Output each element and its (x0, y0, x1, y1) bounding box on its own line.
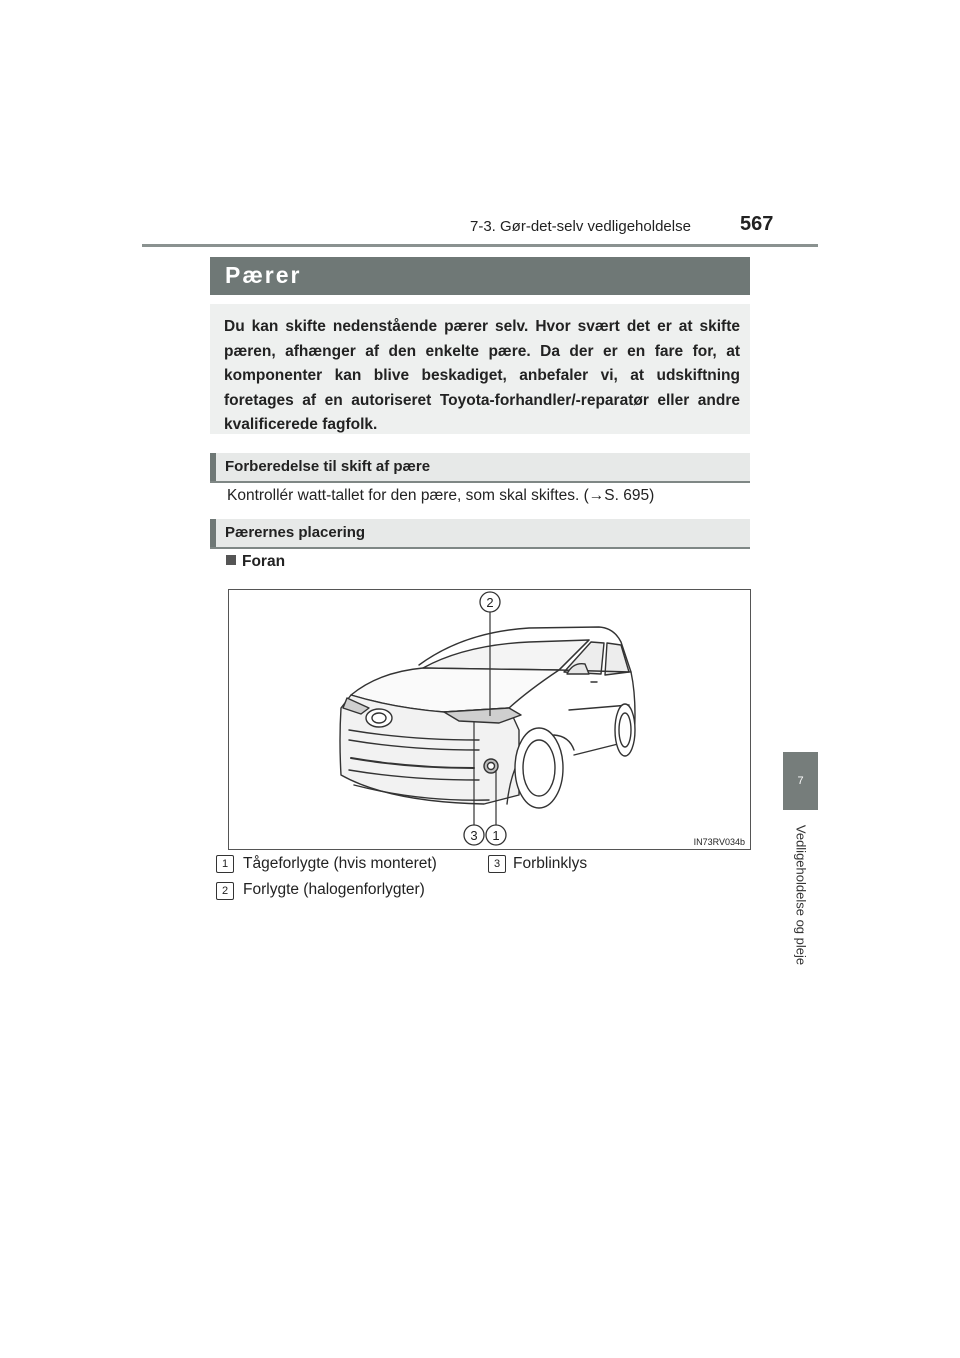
callout-2-label: 2 (486, 595, 494, 610)
callout-3-label: 3 (470, 828, 478, 843)
callout-1-label: 1 (492, 828, 500, 843)
figure-code: IN73RV034b (693, 837, 745, 847)
legend-number-1: 1 (216, 855, 234, 873)
car-front-illustration (228, 589, 751, 850)
chapter-tab[interactable]: 7 (783, 752, 818, 810)
header-section-title: 7-3. Gør-det-selv vedligeholdelse (470, 218, 691, 235)
intro-text: Du kan skifte nedenstående pærer selv. Hvor svært det er at skifte pæren, afhænger af den enkelte pære. Da der er en fare for, at komponenter kan blive beskadiget, anbefaler vi, at udskiftning foretages af en autoriseret Toyota-forhandler/-reparatør eller andre kvalificerede fagfolk. (224, 318, 740, 433)
legend-item-headlight: Forlygte (halogenforlygter) (243, 881, 425, 898)
page-title-bar (210, 257, 750, 295)
front-subheading: Foran (226, 553, 285, 571)
legend-number-3: 3 (488, 855, 506, 873)
legend-item-turn-signal: Forblinklys (513, 855, 588, 872)
preparation-text: Kontrollér watt-tallet for den pære, som skal skiftes. (→S. 695) (227, 487, 655, 504)
chapter-tab-label: Vedligeholdelse og pleje (793, 824, 808, 966)
bullet-square-icon (226, 555, 236, 565)
page-number: 567 (740, 213, 774, 235)
section-heading-preparation: Forberedelse til skift af pære (210, 453, 750, 483)
car-drawing (229, 590, 750, 849)
section-heading-bulb-locations: Pærernes placering (210, 519, 750, 549)
header-divider (142, 244, 818, 247)
page-title: Pærer (225, 262, 302, 288)
legend-item-fog-light: Tågeforlygte (hvis monteret) (243, 855, 437, 872)
intro-box (210, 304, 750, 434)
legend-number-2: 2 (216, 882, 234, 900)
